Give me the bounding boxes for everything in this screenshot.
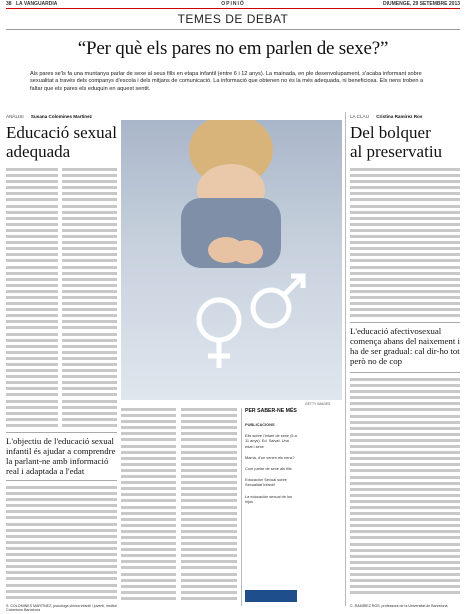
left-byline: S. COLOMINES MARTÍNEZ, psicòloga clínica infantil i juvenil, Institut Colomines Barcelona — [6, 604, 117, 612]
sidebar-entry: Mamà, d'on venen els nens? — [245, 454, 295, 460]
right-kicker — [350, 114, 422, 119]
right-title-line-2: al preservatiu — [350, 142, 443, 161]
right-byline: C. RAMÍREZ ROS, professora de la Universitat de Barcelona — [350, 604, 448, 608]
left-title-line-2: adequada — [6, 142, 71, 161]
section-title: TEMES DE DEBAT — [177, 12, 289, 26]
header-rule — [6, 8, 460, 9]
intro-paragraph: Als pares se'ls fa una muntanya parlar de sexe al seus fills en etapa infantil (entre 6 i 12 anys). La mainada, en ple desenvolupament, s'acaba informant sobre sexualitat a través dels companys d'escola i dels mitjans de comunicació. La informació que obtenen no és la més adequada, ni beneficiosa. Els nens troben a faltar que els pares els eduquin en aquest sentit. — [30, 71, 424, 92]
left-title — [6, 123, 117, 161]
headline: “Per què els pares no em parlen de sexe?” — [77, 38, 389, 59]
center-body-col-1 — [121, 408, 176, 603]
right-divider — [345, 112, 346, 606]
sidebar-entry: PUBLICACIONS — [245, 422, 275, 427]
center-body-col-2 — [181, 408, 237, 603]
sidebar-entry: La educación sexual de los hijos — [245, 493, 292, 504]
section-label: OPINIÓ — [221, 1, 245, 7]
left-body-col-1 — [6, 168, 58, 430]
sidebar-divider — [241, 408, 242, 606]
page-header — [0, 0, 466, 8]
left-title-line-1: Educació sexual — [6, 123, 117, 142]
right-title — [350, 123, 442, 161]
child-illustration — [121, 120, 342, 400]
right-pull-rule-bottom — [350, 372, 460, 373]
sidebar-entry: Ells sobre l'infant de sexe (5 a 11 anys). Ed. Salvat. Una edat i sexe — [245, 433, 297, 449]
left-body-col-2 — [62, 168, 117, 430]
sidebar — [245, 408, 297, 504]
sidebar-entry: Com parlar de sexe als fills — [245, 466, 292, 472]
page-number: 38 — [6, 1, 12, 7]
left-pull-rule-bottom — [6, 480, 117, 481]
right-kicker-label: LA CLAU — [350, 114, 369, 119]
right-author: Cristina Ramírez Ros — [376, 114, 423, 119]
right-body-top — [350, 168, 460, 320]
right-pull-quote: L'educació afectivosexual comença abans del naixement i ha de ser gradual: cal dir-ho tot però no de cop — [350, 326, 460, 366]
left-pull-rule-top — [6, 432, 117, 433]
left-kicker-label: ANÀLISI — [6, 114, 24, 119]
left-author: Susana Colomines Martínez — [30, 114, 92, 119]
left-body-end — [6, 486, 117, 602]
section-rule — [6, 29, 460, 30]
right-title-line-1: Del bolquer — [350, 123, 431, 142]
left-kicker — [6, 114, 92, 119]
photo-credit: GETTY IMAGES — [305, 402, 331, 406]
sidebar-title: PER SABER-NE MÉS — [245, 408, 297, 414]
newspaper-name: LA VANGUARDIA — [16, 1, 58, 7]
page-date: DIUMENGE, 29 SETEMBRE 2013 — [383, 1, 460, 7]
sidebar-entry: Educación Sexual sobre Sexualitat Infantil — [245, 477, 287, 488]
sidebar-logo — [245, 590, 297, 602]
left-pull-quote: L'objectiu de l'educació sexual infantil és ajudar a comprendre la parlant-ne amb informació real i adaptada a l'edat — [6, 436, 116, 476]
photo — [121, 120, 342, 400]
right-body-bottom — [350, 378, 460, 597]
right-pull-rule-top — [350, 322, 460, 323]
